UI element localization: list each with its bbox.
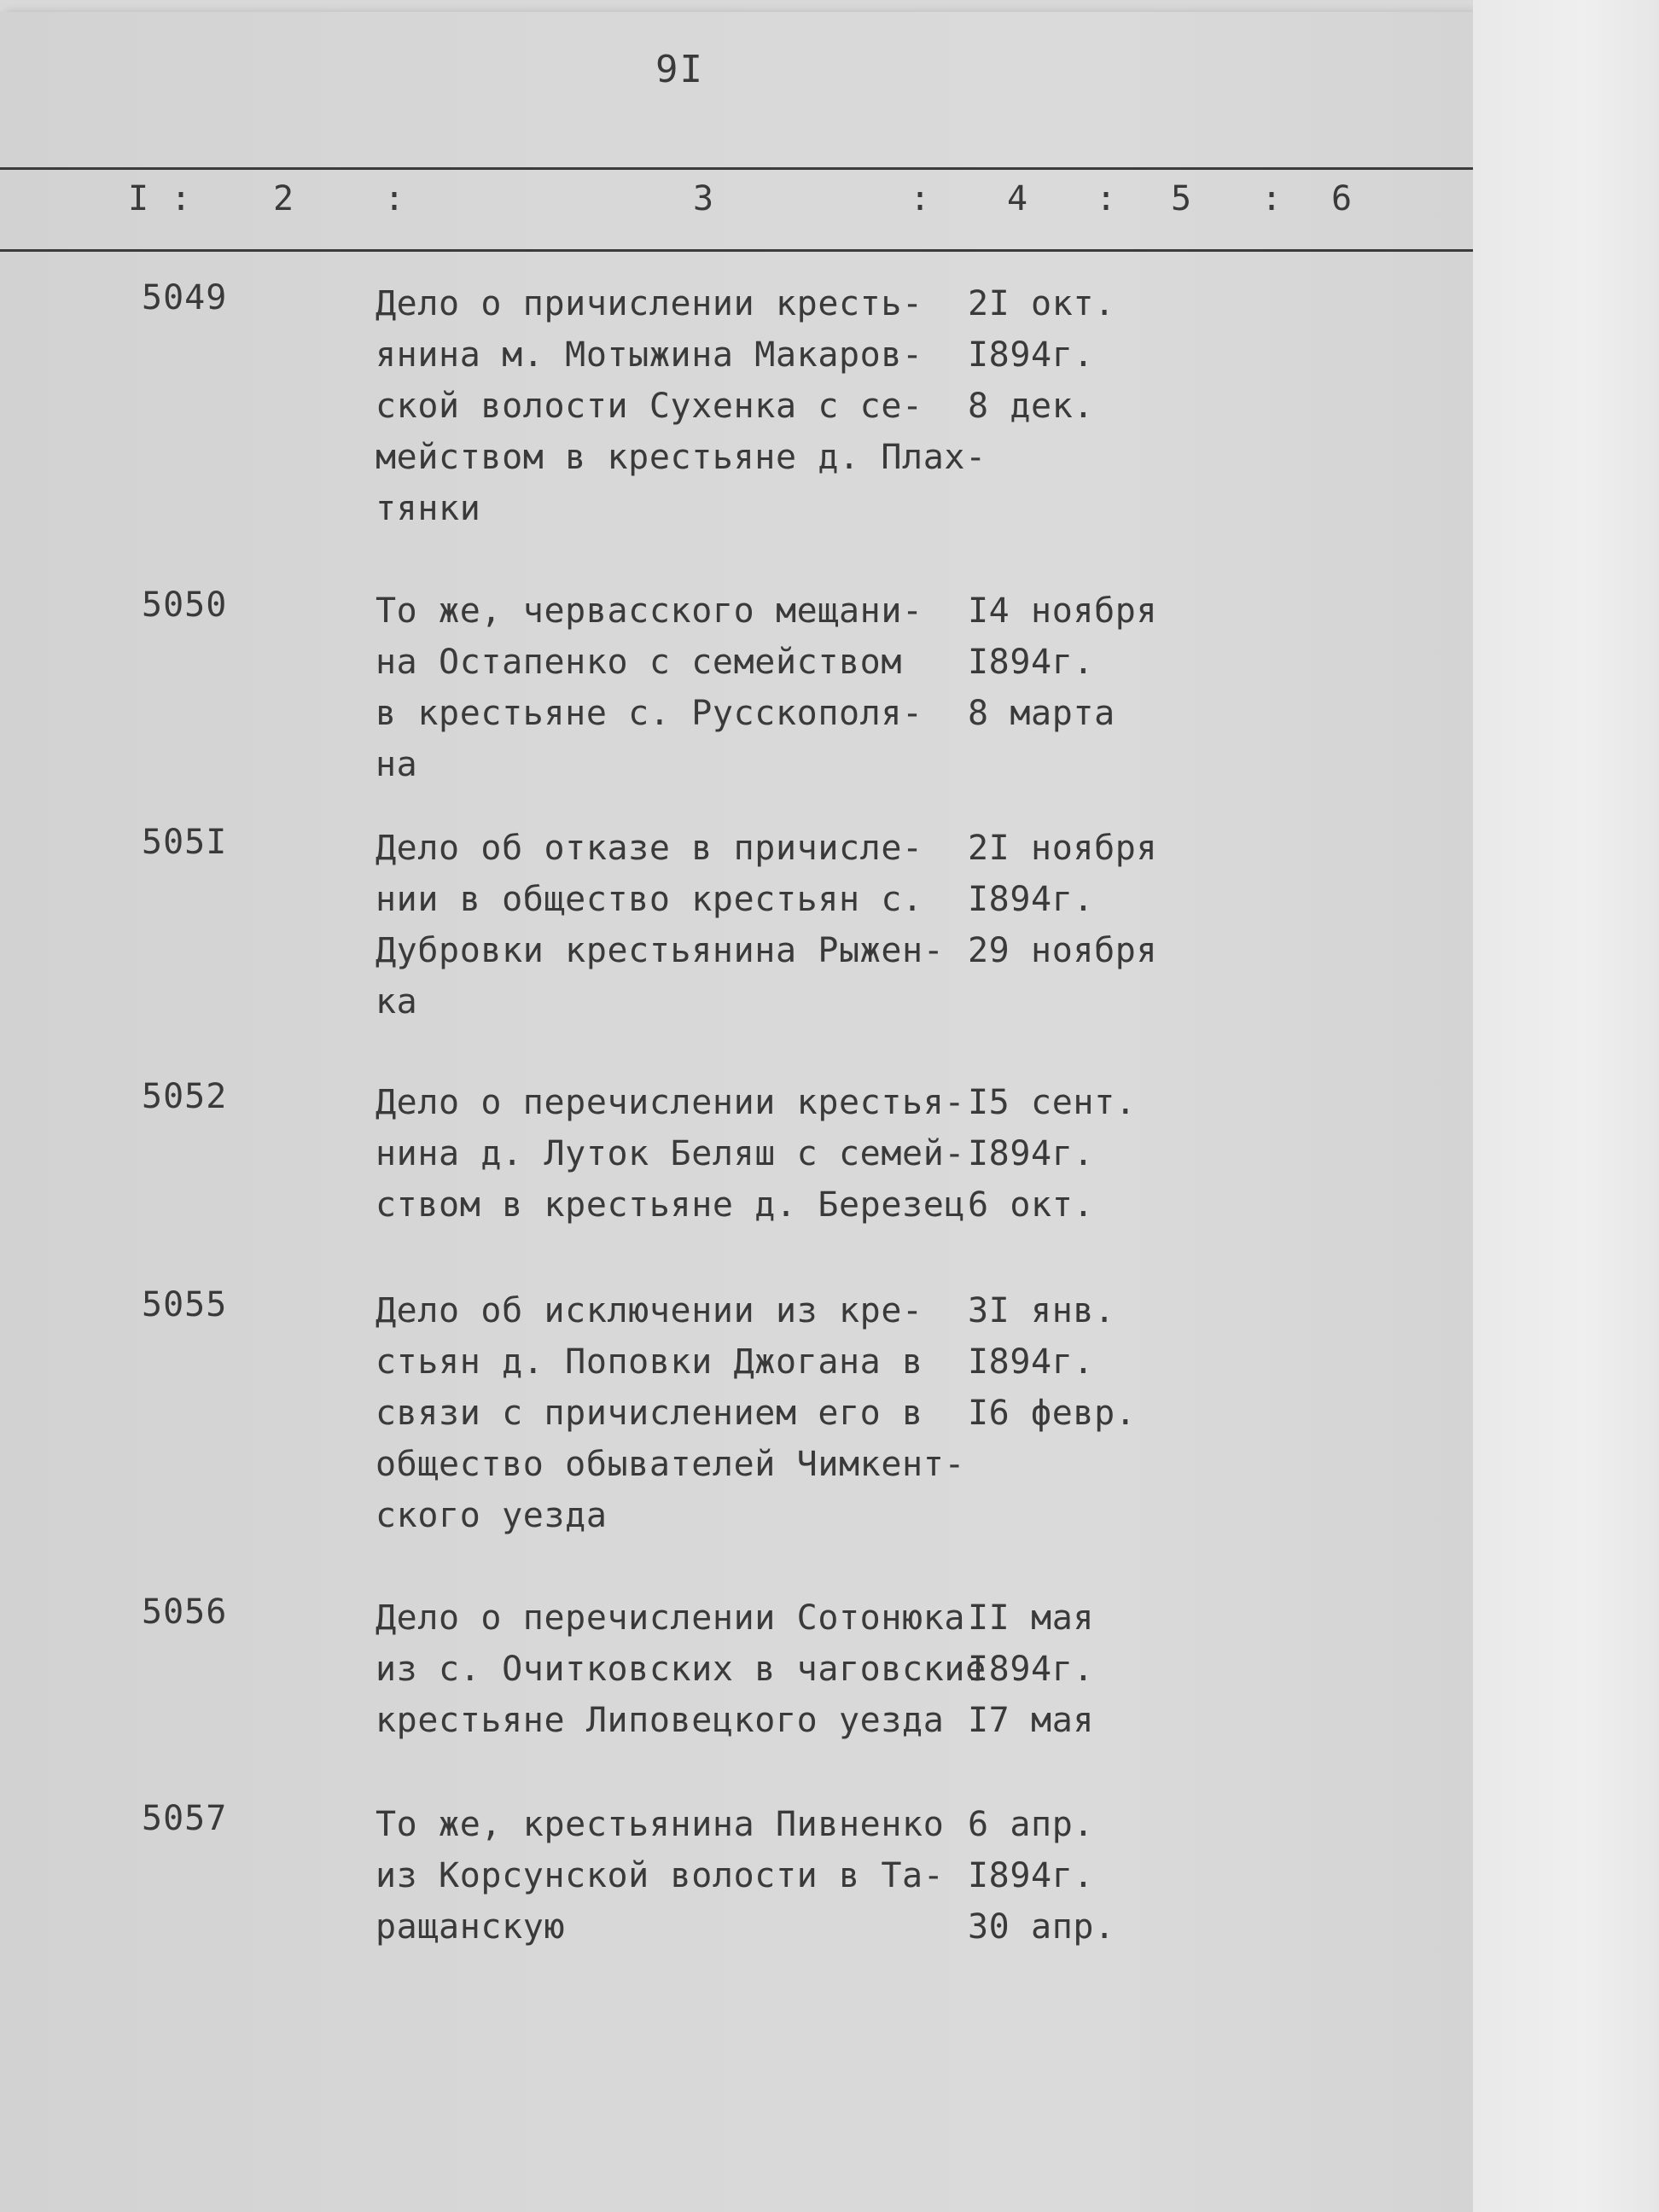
record-dates bbox=[968, 823, 1157, 976]
title-line: ского уезда bbox=[375, 1496, 608, 1535]
record-title bbox=[375, 1077, 990, 1231]
record-dates bbox=[968, 585, 1157, 739]
record-title bbox=[375, 1799, 990, 1953]
column-header-5: 5 bbox=[1171, 179, 1192, 218]
record-number: 5050 bbox=[142, 585, 228, 625]
title-line: из Корсунской волости в Та- bbox=[375, 1856, 945, 1895]
date-line: I4 ноября bbox=[968, 591, 1158, 631]
header-rule-bottom bbox=[0, 249, 1473, 252]
column-separator: : bbox=[1096, 179, 1117, 218]
record-number: 5057 bbox=[142, 1799, 228, 1838]
title-line: из с. Очитковских в чаговские bbox=[375, 1650, 987, 1689]
record-number: 5052 bbox=[142, 1077, 228, 1116]
date-line: I7 мая bbox=[968, 1701, 1095, 1740]
title-line: ка bbox=[375, 982, 418, 1022]
column-header-3: 3 bbox=[693, 179, 714, 218]
header-rule-top bbox=[0, 167, 1473, 170]
record-title bbox=[375, 1285, 990, 1541]
date-line: II мая bbox=[968, 1598, 1095, 1638]
title-line: нии в общество крестьян с. bbox=[375, 880, 923, 919]
title-line: янина м. Мотыжина Макаров- bbox=[375, 335, 923, 375]
column-header-4: 4 bbox=[1007, 179, 1028, 218]
record-title bbox=[375, 823, 990, 1027]
title-line: Дело о причислении кресть- bbox=[375, 284, 923, 323]
record-dates bbox=[968, 1077, 1136, 1231]
column-header-2: 2 bbox=[273, 179, 294, 218]
title-line: тянки bbox=[375, 489, 481, 528]
title-line: на bbox=[375, 745, 418, 784]
record-number: 5056 bbox=[142, 1592, 228, 1632]
date-line: 6 окт. bbox=[968, 1185, 1095, 1225]
title-line: ращанскую bbox=[375, 1907, 566, 1947]
title-line: То же, крестьянина Пивненко bbox=[375, 1805, 945, 1844]
record-title bbox=[375, 278, 990, 534]
title-line: общество обывателей Чимкент- bbox=[375, 1445, 966, 1484]
column-separator: : bbox=[384, 179, 405, 218]
title-line: Дело об исключении из кре- bbox=[375, 1291, 923, 1330]
record-dates bbox=[968, 1285, 1136, 1439]
record-number: 5055 bbox=[142, 1285, 228, 1324]
record-title bbox=[375, 1592, 990, 1746]
date-line: 8 дек. bbox=[968, 387, 1095, 426]
date-line: I5 сент. bbox=[968, 1083, 1137, 1122]
title-line: связи с причислением его в bbox=[375, 1394, 923, 1433]
date-line: 6 апр. bbox=[968, 1805, 1095, 1844]
date-line: I894г. bbox=[968, 1856, 1095, 1895]
date-line: 2I ноября bbox=[968, 829, 1158, 868]
page-number: 9I bbox=[655, 48, 704, 91]
date-line: I894г. bbox=[968, 1650, 1095, 1689]
date-line: I894г. bbox=[968, 643, 1095, 682]
date-line: 8 марта bbox=[968, 694, 1115, 733]
record-dates bbox=[968, 1592, 1094, 1746]
date-line: I894г. bbox=[968, 1134, 1095, 1173]
title-line: в крестьяне с. Русскополя- bbox=[375, 694, 923, 733]
title-line: мейством в крестьяне д. Плах- bbox=[375, 438, 987, 477]
date-line: 30 апр. bbox=[968, 1907, 1115, 1947]
record-title bbox=[375, 585, 990, 790]
page-edge-background bbox=[1473, 0, 1659, 2212]
title-line: нина д. Луток Беляш с семей- bbox=[375, 1134, 966, 1173]
date-line: I894г. bbox=[968, 880, 1095, 919]
record-dates bbox=[968, 278, 1115, 432]
column-header-1: I bbox=[128, 179, 149, 218]
column-separator: : bbox=[1261, 179, 1283, 218]
record-number: 505I bbox=[142, 823, 228, 862]
column-header-6: 6 bbox=[1331, 179, 1353, 218]
date-line: I894г. bbox=[968, 1342, 1095, 1382]
date-line: 3I янв. bbox=[968, 1291, 1115, 1330]
date-line: 29 ноября bbox=[968, 931, 1158, 970]
date-line: I894г. bbox=[968, 335, 1095, 375]
title-line: Дело о перечислении крестья- bbox=[375, 1083, 966, 1122]
date-line: I6 февр. bbox=[968, 1394, 1137, 1433]
title-line: ской волости Сухенка с се- bbox=[375, 387, 923, 426]
title-line: Дело о перечислении Сотонюка bbox=[375, 1598, 966, 1638]
title-line: Дубровки крестьянина Рыжен- bbox=[375, 931, 945, 970]
record-dates bbox=[968, 1799, 1115, 1953]
record-number: 5049 bbox=[142, 278, 228, 317]
column-separator: : bbox=[171, 179, 192, 218]
title-line: Дело об отказе в причисле- bbox=[375, 829, 923, 868]
title-line: То же, червасского мещани- bbox=[375, 591, 923, 631]
title-line: стьян д. Поповки Джогана в bbox=[375, 1342, 923, 1382]
title-line: на Остапенко с семейством bbox=[375, 643, 903, 682]
column-separator: : bbox=[910, 179, 931, 218]
title-line: ством в крестьяне д. Березец bbox=[375, 1185, 966, 1225]
title-line: крестьяне Липовецкого уезда bbox=[375, 1701, 945, 1740]
date-line: 2I окт. bbox=[968, 284, 1115, 323]
